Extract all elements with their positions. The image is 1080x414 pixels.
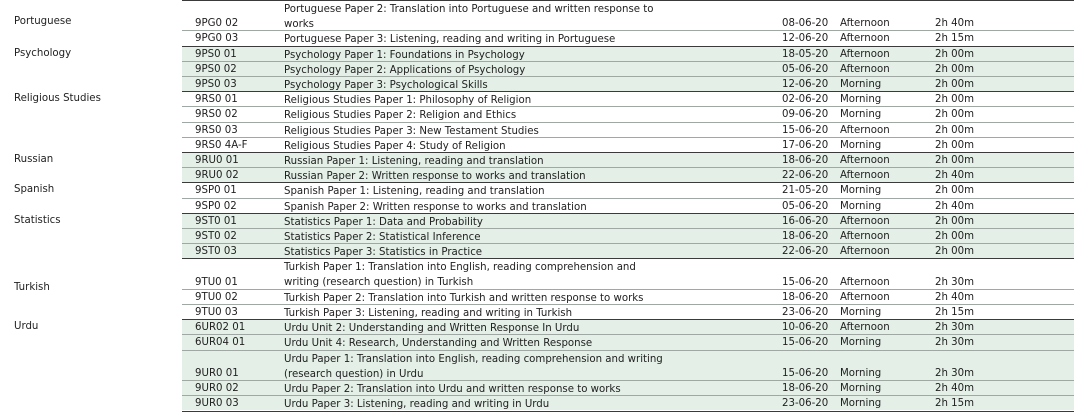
paper-title-line: Portuguese Paper 2: Translation into Portuguese and written response to	[284, 4, 654, 15]
table-row	[182, 182, 1074, 197]
table-row	[182, 106, 1074, 121]
exam-session: Afternoon	[840, 18, 890, 30]
paper-code: 9UR0 02	[195, 382, 239, 394]
paper-code: 9SP0 02	[195, 200, 237, 212]
exam-duration: 2h 40m	[935, 382, 975, 394]
paper-title-line: writing (research question) in Turkish	[284, 277, 474, 289]
paper-title	[284, 2, 654, 32]
paper-code: 9TU0 03	[195, 306, 238, 318]
exam-session: Afternoon	[840, 63, 890, 75]
paper-title-line: Urdu Paper 2: Translation into Urdu and written response to works	[284, 383, 621, 395]
table-row	[182, 91, 1074, 106]
table-row	[182, 243, 1074, 258]
table-row	[182, 304, 1074, 319]
exam-duration: 2h 00m	[935, 109, 975, 121]
paper-title-line: Urdu Unit 4: Research, Understanding and Written Response	[284, 338, 593, 350]
exam-date: 15-06-20	[782, 124, 829, 136]
paper-title-line: Religious Studies Paper 1: Philosophy of Religion	[284, 95, 532, 107]
paper-title-line: Turkish Paper 2: Translation into Turkish and written response to works	[284, 292, 644, 304]
exam-session: Afternoon	[840, 322, 890, 334]
exam-session: Afternoon	[840, 276, 890, 288]
exam-date: 15-06-20	[782, 367, 829, 379]
paper-title-line: Russian Paper 1: Listening, reading and translation	[284, 156, 544, 167]
table-row	[182, 334, 1074, 349]
table-row	[182, 228, 1074, 243]
exam-duration: 2h 00m	[935, 246, 975, 258]
paper-code: 9ST0 02	[195, 230, 237, 242]
table-row	[182, 0, 1074, 30]
exam-session: Afternoon	[840, 215, 890, 227]
paper-code: 6UR04 01	[195, 337, 246, 349]
exam-date: 23-06-20	[782, 306, 829, 318]
exam-duration: 2h 30m	[935, 276, 975, 288]
paper-code: 9PG0 02	[195, 18, 239, 30]
exam-date: 15-06-20	[782, 276, 829, 288]
exam-date: 18-06-20	[782, 155, 829, 166]
exam-duration: 2h 40m	[935, 200, 975, 212]
exam-duration: 2h 30m	[935, 367, 975, 379]
subject-group	[0, 213, 1080, 259]
exam-date: 12-06-20	[782, 78, 829, 90]
table-bottom-border	[182, 411, 1074, 412]
exam-session: Morning	[840, 139, 882, 151]
paper-code: 9RS0 4A-F	[195, 139, 248, 151]
exam-duration: 2h 15m	[935, 398, 975, 410]
exam-session: Morning	[840, 398, 882, 410]
exam-duration: 2h 00m	[935, 48, 975, 60]
paper-code: 9PS0 02	[195, 63, 237, 75]
exam-session: Afternoon	[840, 170, 890, 182]
exam-session: Morning	[840, 200, 882, 212]
exam-session: Morning	[840, 382, 882, 394]
table-row	[182, 167, 1074, 182]
paper-title-line: Statistics Paper 2: Statistical Inference	[284, 231, 481, 243]
subject-name: Spanish	[14, 184, 55, 196]
exam-duration: 2h 00m	[935, 94, 975, 106]
subject-name: Portuguese	[14, 16, 72, 28]
paper-title	[284, 260, 636, 290]
paper-title-line: Religious Studies Paper 4: Study of Religion	[284, 140, 506, 152]
paper-code: 9RU0 01	[195, 155, 239, 166]
paper-title-line: Psychology Paper 3: Psychological Skills	[284, 79, 488, 91]
subject-name: Statistics	[14, 214, 61, 226]
exam-date: 22-06-20	[782, 170, 829, 182]
paper-code: 9RU0 02	[195, 170, 239, 182]
table-row	[182, 137, 1074, 152]
subject-name: Religious Studies	[14, 93, 101, 105]
paper-title-line: Religious Studies Paper 3: New Testament Studies	[284, 125, 539, 137]
paper-code: 9UR0 03	[195, 398, 239, 410]
exam-date: 02-06-20	[782, 94, 829, 106]
table-row	[182, 76, 1074, 91]
exam-date: 22-06-20	[782, 246, 829, 258]
exam-duration: 2h 00m	[935, 78, 975, 90]
paper-code: 9PS0 03	[195, 78, 237, 90]
table-row	[182, 30, 1074, 45]
exam-session: Afternoon	[840, 230, 890, 242]
table-row	[182, 152, 1074, 167]
subject-name: Urdu	[14, 321, 39, 333]
paper-title	[284, 352, 663, 382]
paper-title-line: Psychology Paper 2: Applications of Psychology	[284, 64, 526, 76]
exam-duration: 2h 40m	[935, 291, 975, 303]
paper-code: 9TU0 02	[195, 291, 238, 303]
exam-duration: 2h 00m	[935, 139, 975, 151]
paper-code: 9ST0 01	[195, 215, 237, 227]
table-row	[182, 380, 1074, 395]
exam-session: Afternoon	[840, 124, 890, 136]
exam-session: Afternoon	[840, 291, 890, 303]
paper-title	[284, 397, 549, 412]
table-row	[182, 350, 1074, 380]
paper-code: 9TU0 01	[195, 276, 238, 288]
subject-name: Turkish	[14, 282, 50, 294]
paper-code: 9RS0 01	[195, 94, 238, 106]
exam-date: 05-06-20	[782, 200, 829, 212]
exam-duration: 2h 30m	[935, 322, 975, 334]
exam-duration: 2h 00m	[935, 63, 975, 75]
paper-code: 9PS0 01	[195, 48, 237, 60]
exam-date: 16-06-20	[782, 215, 829, 227]
exam-date: 17-06-20	[782, 139, 829, 151]
paper-title-line: Turkish Paper 3: Listening, reading and writing in Turkish	[284, 307, 573, 319]
paper-code: 9PG0 03	[195, 33, 239, 45]
table-row	[182, 319, 1074, 334]
exam-date: 12-06-20	[782, 33, 829, 45]
exam-date: 09-06-20	[782, 109, 829, 121]
exam-session: Morning	[840, 337, 882, 349]
paper-title-line: Turkish Paper 1: Translation into English, reading comprehension and	[284, 262, 636, 274]
paper-title-line: (research question) in Urdu	[284, 368, 424, 380]
table-row	[182, 289, 1074, 304]
exam-session: Morning	[840, 185, 882, 197]
subject-name: Russian	[14, 154, 54, 165]
exam-date: 21-05-20	[782, 185, 829, 197]
exam-date: 18-05-20	[782, 48, 829, 60]
exam-date: 05-06-20	[782, 63, 829, 75]
subject-name: Psychology	[14, 47, 72, 59]
exam-duration: 2h 15m	[935, 33, 975, 45]
subject-group	[0, 152, 1080, 182]
exam-session: Morning	[840, 78, 882, 90]
exam-duration: 2h 00m	[935, 215, 975, 227]
exam-session: Morning	[840, 109, 882, 121]
table-row	[182, 122, 1074, 137]
exam-session: Morning	[840, 306, 882, 318]
exam-session: Afternoon	[840, 246, 890, 258]
exam-session: Morning	[840, 367, 882, 379]
exam-date: 18-06-20	[782, 382, 829, 394]
paper-code: 9ST0 03	[195, 246, 237, 258]
paper-code: 6UR02 01	[195, 322, 246, 334]
exam-date: 18-06-20	[782, 230, 829, 242]
exam-session: Afternoon	[840, 33, 890, 45]
paper-title-line: Statistics Paper 1: Data and Probability	[284, 216, 483, 228]
subject-group	[0, 319, 1080, 410]
exam-session: Morning	[840, 94, 882, 106]
exam-duration: 2h 40m	[935, 170, 975, 182]
paper-title-line: Urdu Paper 3: Listening, reading and writing in Urdu	[284, 399, 550, 411]
paper-title-line: Urdu Unit 2: Understanding and Written Response In Urdu	[284, 323, 580, 335]
exam-duration: 2h 00m	[935, 185, 975, 197]
paper-code: 9RS0 02	[195, 109, 238, 121]
table-row	[182, 61, 1074, 76]
paper-title-line: Spanish Paper 1: Listening, reading and translation	[284, 186, 545, 198]
table-row	[182, 198, 1074, 213]
paper-title-line: Religious Studies Paper 2: Religion and Ethics	[284, 110, 517, 122]
subject-group	[0, 46, 1080, 92]
exam-session: Afternoon	[840, 155, 890, 166]
table-row	[182, 46, 1074, 61]
subject-group	[0, 91, 1080, 152]
paper-title-line: Urdu Paper 1: Translation into English, reading comprehension and writing	[284, 353, 663, 365]
exam-date: 23-06-20	[782, 398, 829, 410]
exam-duration: 2h 00m	[935, 230, 975, 242]
paper-title-line: Statistics Paper 3: Statistics in Practice	[284, 247, 483, 259]
exam-session: Afternoon	[840, 48, 890, 60]
exam-date: 08-06-20	[782, 18, 829, 30]
subject-group	[0, 182, 1080, 212]
exam-duration: 2h 15m	[935, 306, 975, 318]
paper-code: 9UR0 01	[195, 367, 239, 379]
paper-title-line: works	[284, 19, 314, 30]
paper-title-line: Spanish Paper 2: Written response to works and translation	[284, 201, 587, 213]
paper-title-line: Russian Paper 2: Written response to works and translation	[284, 171, 586, 183]
exam-duration: 2h 40m	[935, 18, 975, 30]
paper-title-line: Psychology Paper 1: Foundations in Psychology	[284, 49, 525, 61]
exam-date: 10-06-20	[782, 322, 829, 334]
exam-duration: 2h 00m	[935, 124, 975, 136]
exam-date: 15-06-20	[782, 337, 829, 349]
subject-group	[0, 258, 1080, 319]
exam-duration: 2h 30m	[935, 337, 975, 349]
exam-date: 18-06-20	[782, 291, 829, 303]
exam-duration: 2h 00m	[935, 155, 975, 166]
paper-code: 9SP0 01	[195, 185, 237, 197]
paper-code: 9RS0 03	[195, 124, 238, 136]
table-row	[182, 395, 1074, 410]
subject-group	[0, 0, 1080, 46]
table-row	[182, 258, 1074, 288]
table-row	[182, 213, 1074, 228]
paper-title-line: Portuguese Paper 3: Listening, reading and writing in Portuguese	[284, 34, 616, 46]
